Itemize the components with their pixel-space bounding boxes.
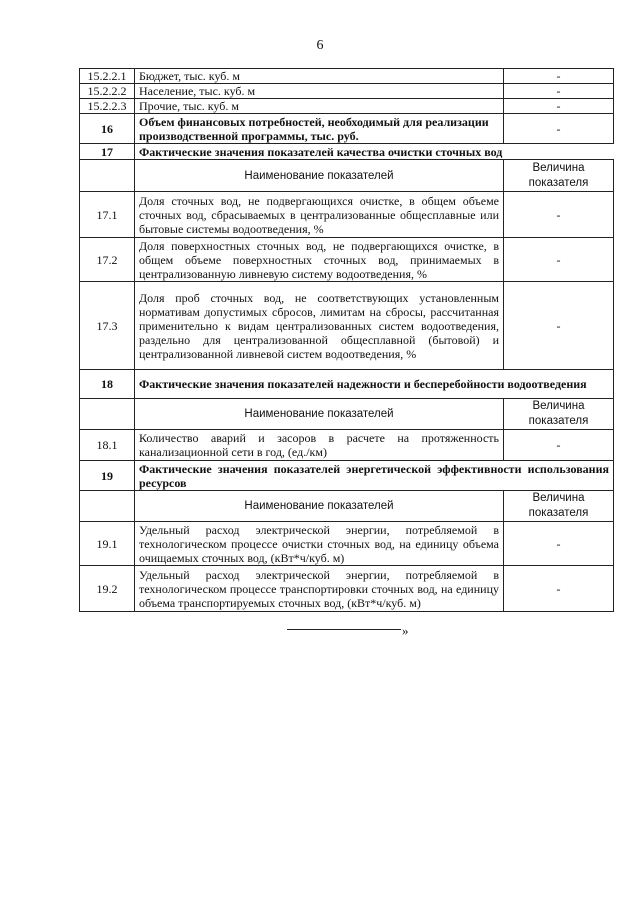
row-value: -	[504, 430, 614, 461]
row-text: Удельный расход электрической энергии, потребляемой в технологическом процессе очистки сточных вод, на единицу объема очищаемых сточных вод, (кВт*ч/куб. м)	[135, 522, 504, 566]
section-title: Фактические значения показателей надежности и бесперебойности водоотведения	[135, 370, 614, 399]
row-value: -	[504, 566, 614, 612]
row-text: Прочие, тыс. куб. м	[135, 99, 504, 114]
row-value: -	[504, 84, 614, 99]
row-number: 15.2.2.3	[80, 99, 135, 114]
header-name: Наименование показателей	[135, 399, 504, 430]
table-header-row	[80, 160, 614, 192]
header-value: Величина показателя	[504, 491, 614, 522]
section-row	[80, 370, 614, 399]
row-value: -	[504, 69, 614, 84]
section-row	[80, 461, 614, 491]
page-number: 6	[316, 38, 324, 53]
header-value: Величина показателя	[504, 399, 614, 430]
row-value: -	[504, 282, 614, 370]
table-row	[80, 69, 614, 84]
table-row	[80, 430, 614, 461]
table-row	[80, 114, 614, 144]
header-name: Наименование показателей	[135, 160, 504, 192]
header-name: Наименование показателей	[135, 491, 504, 522]
row-value: -	[504, 99, 614, 114]
section-title: Фактические значения показателей качества очистки сточных вод	[135, 144, 614, 160]
row-number: 15.2.2.2	[80, 84, 135, 99]
section-number: 19	[80, 461, 135, 491]
table-row	[80, 566, 614, 612]
row-number: 19.1	[80, 522, 135, 566]
row-value: -	[504, 192, 614, 238]
row-text: Количество аварий и засоров в расчете на протяженность канализационной сети в год, (ед./км)	[135, 430, 504, 461]
row-value: -	[504, 522, 614, 566]
section-number: 18	[80, 370, 135, 399]
row-number: 19.2	[80, 566, 135, 612]
table-header-row	[80, 399, 614, 430]
table-header-row	[80, 491, 614, 522]
row-text: Бюджет, тыс. куб. м	[135, 69, 504, 84]
indicators-table	[79, 68, 614, 612]
table-row	[80, 84, 614, 99]
signature-line	[287, 629, 401, 630]
row-text: Доля сточных вод, не подвергающихся очистке, в общем объеме сточных вод, сбрасываемых в централизованные общесплавные или бытовые системы водоотведения, %	[135, 192, 504, 238]
row-number: 17.3	[80, 282, 135, 370]
row-number: 17.1	[80, 192, 135, 238]
table-row	[80, 99, 614, 114]
table-row	[80, 522, 614, 566]
closing-quote: »	[402, 623, 409, 638]
table-row	[80, 192, 614, 238]
table-row	[80, 282, 614, 370]
row-number: 15.2.2.1	[80, 69, 135, 84]
table-row	[80, 238, 614, 282]
header-value: Величина показателя	[504, 160, 614, 192]
row-text: Удельный расход электрической энергии, потребляемой в технологическом процессе транспортировки сточных вод, на единицу объема транспортируемых сточных вод, (кВт*ч/куб. м)	[135, 566, 504, 612]
row-value: -	[504, 238, 614, 282]
row-text: Население, тыс. куб. м	[135, 84, 504, 99]
row-value: -	[504, 114, 614, 144]
section-row	[80, 144, 614, 160]
section-title: Фактические значения показателей энергетической эффективности использования ресурсов	[135, 461, 614, 491]
row-text: Доля проб сточных вод, не соответствующих установленным нормативам допустимых сбросов, лимитам на сбросы, рассчитанная применительно к видам централизованных систем водоотведения, раздельно для централизованной общесплавной (бытовой) и централизованной ливневой систем водоотведения, %	[135, 282, 504, 370]
row-text: Объем финансовых потребностей, необходимый для реализации производственной программы, тыс. руб.	[135, 114, 504, 144]
row-text: Доля поверхностных сточных вод, не подвергающихся очистке, в общем объеме поверхностных сточных вод, принимаемых в централизованную ливневую систему водоотведения, %	[135, 238, 504, 282]
section-number: 17	[80, 144, 135, 160]
row-number: 16	[80, 114, 135, 144]
row-number: 17.2	[80, 238, 135, 282]
row-number: 18.1	[80, 430, 135, 461]
